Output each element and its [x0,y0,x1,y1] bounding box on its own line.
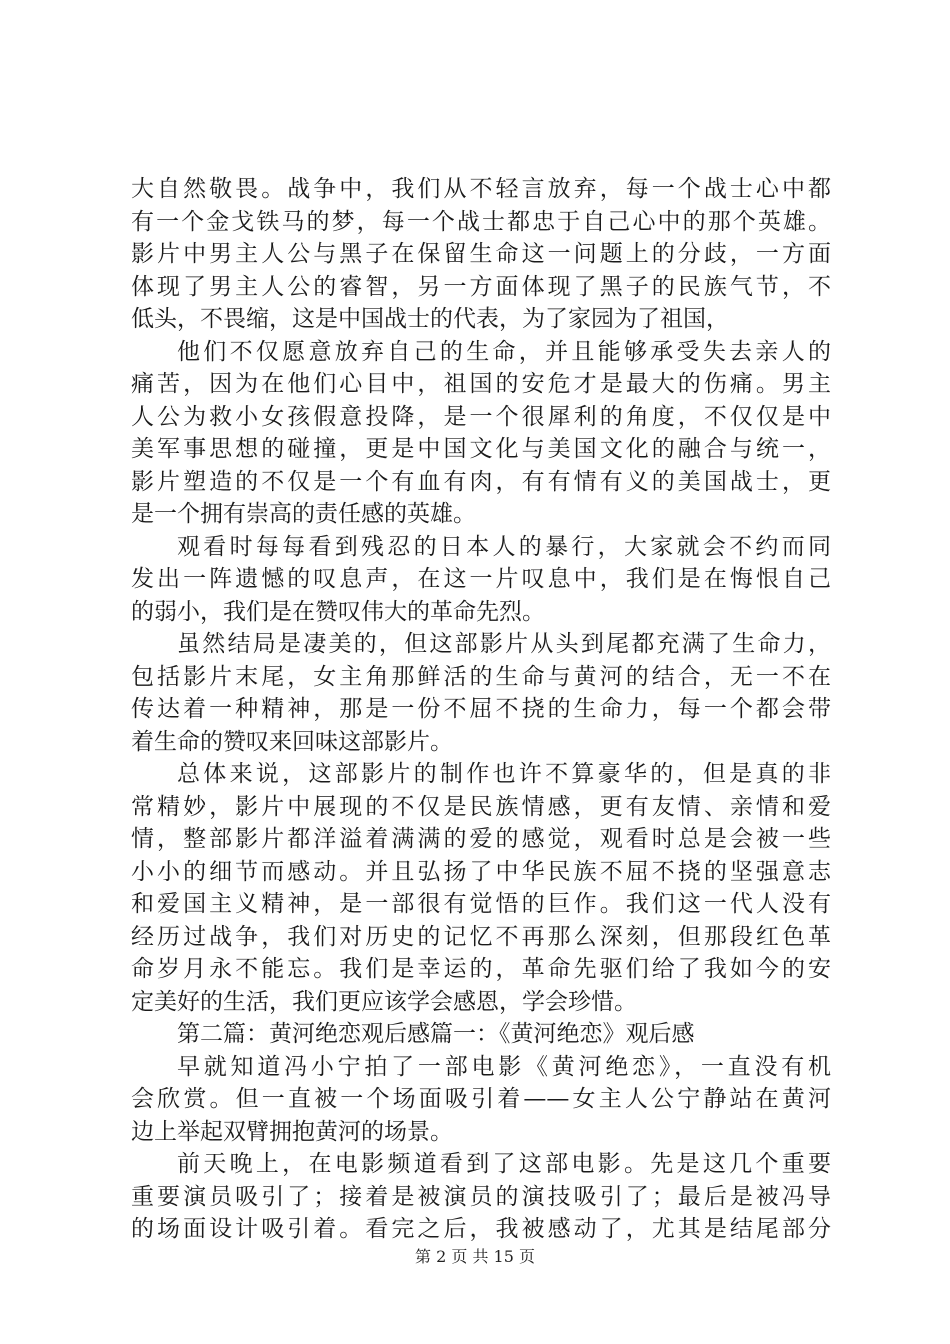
text-line: 和爱国主义精神，是一部很有觉悟的巨作。我们这一代人没有 [131,891,831,917]
text-line: 发出一阵遗憾的叹息声，在这一片叹息中，我们是在悔恨自己 [131,566,831,592]
text-line: 边上举起双臂拥抱黄河的场景。 [131,1118,453,1145]
text-line: 的弱小，我们是在赞叹伟大的革命先烈。 [131,598,545,625]
text-line: 低头，不畏缩，这是中国战士的代表，为了家园为了祖国， [131,306,729,332]
text-line: 他们不仅愿意放弃自己的生命，并且能够承受失去亲人的 [177,338,831,365]
text-line: 重要演员吸引了；接着是被演员的演技吸引了；最后是被冯导 [131,1183,831,1210]
document-body [131,173,831,1246]
text-line: 传达着一种精神，那是一份不屈不挠的生命力，每一个都会带 [131,696,831,722]
text-line: 体现了男主人公的睿智，另一方面体现了黑子的民族气节，不 [131,273,831,300]
text-line: 有一个金戈铁马的梦，每一个战士都忠于自己心中的那个英雄。 [131,208,831,235]
text-line: 着生命的赞叹来回味这部影片。 [131,728,453,755]
text-line: 情，整部影片都洋溢着满满的爱的感觉，观看时总是会被一些 [131,826,831,852]
text-line: 观看时每每看到残忍的日本人的暴行，大家就会不约而同 [177,533,831,560]
text-line: 大自然敬畏。战争中，我们从不轻言放弃，每一个战士心中都 [131,176,831,202]
text-line: 命岁月永不能忘。我们是幸运的，革命先驱们给了我如今的安 [131,956,831,982]
text-line: 人公为救小女孩假意投降，是一个很犀利的角度，不仅仅是中 [131,403,831,430]
text-line: 是一个拥有崇高的责任感的英雄。 [131,501,476,527]
text-line: 定美好的生活，我们更应该学会感恩，学会珍惜。 [131,988,637,1015]
text-line: 总体来说，这部影片的制作也许不算豪华的，但是真的非 [177,761,831,787]
text-line: 美军事思想的碰撞，更是中国文化与美国文化的融合与统一， [131,436,831,462]
text-line: 痛苦，因为在他们心目中，祖国的安危才是最大的伤痛。男主 [131,371,831,397]
text-line: 的场面设计吸引着。看完之后，我被感动了，尤其是结尾部分 [131,1216,831,1242]
text-line: 前天晚上，在电影频道看到了这部电影。先是这几个重要 [177,1151,831,1177]
text-line: 早就知道冯小宁拍了一部电影《黄河绝恋》，一直没有机 [177,1053,831,1080]
text-line: 影片塑造的不仅是一个有血有肉，有有情有义的美国战士，更 [131,468,831,495]
text-line: 经历过战争，我们对历史的记忆不再那么深刻，但那段红色革 [131,923,831,950]
text-line: 第二篇：黄河绝恋观后感篇一：《黄河绝恋》观后感 [177,1021,695,1047]
text-line: 会欣赏。但一直被一个场面吸引着——女主人公宁静站在黄河 [131,1086,831,1112]
page-footer: 第 2 页 共 15 页 [415,1247,535,1266]
text-line: 常精妙，影片中展现的不仅是民族情感，更有友情、亲情和爱 [131,793,831,820]
text-line: 包括影片末尾，女主角那鲜活的生命与黄河的结合，无一不在 [131,663,831,690]
text-line: 影片中男主人公与黑子在保留生命这一问题上的分歧，一方面 [131,241,831,267]
text-line: 虽然结局是凄美的，但这部影片从头到尾都充满了生命力， [177,631,831,657]
text-line: 小小的细节而感动。并且弘扬了中华民族不屈不挠的坚强意志 [131,858,831,885]
